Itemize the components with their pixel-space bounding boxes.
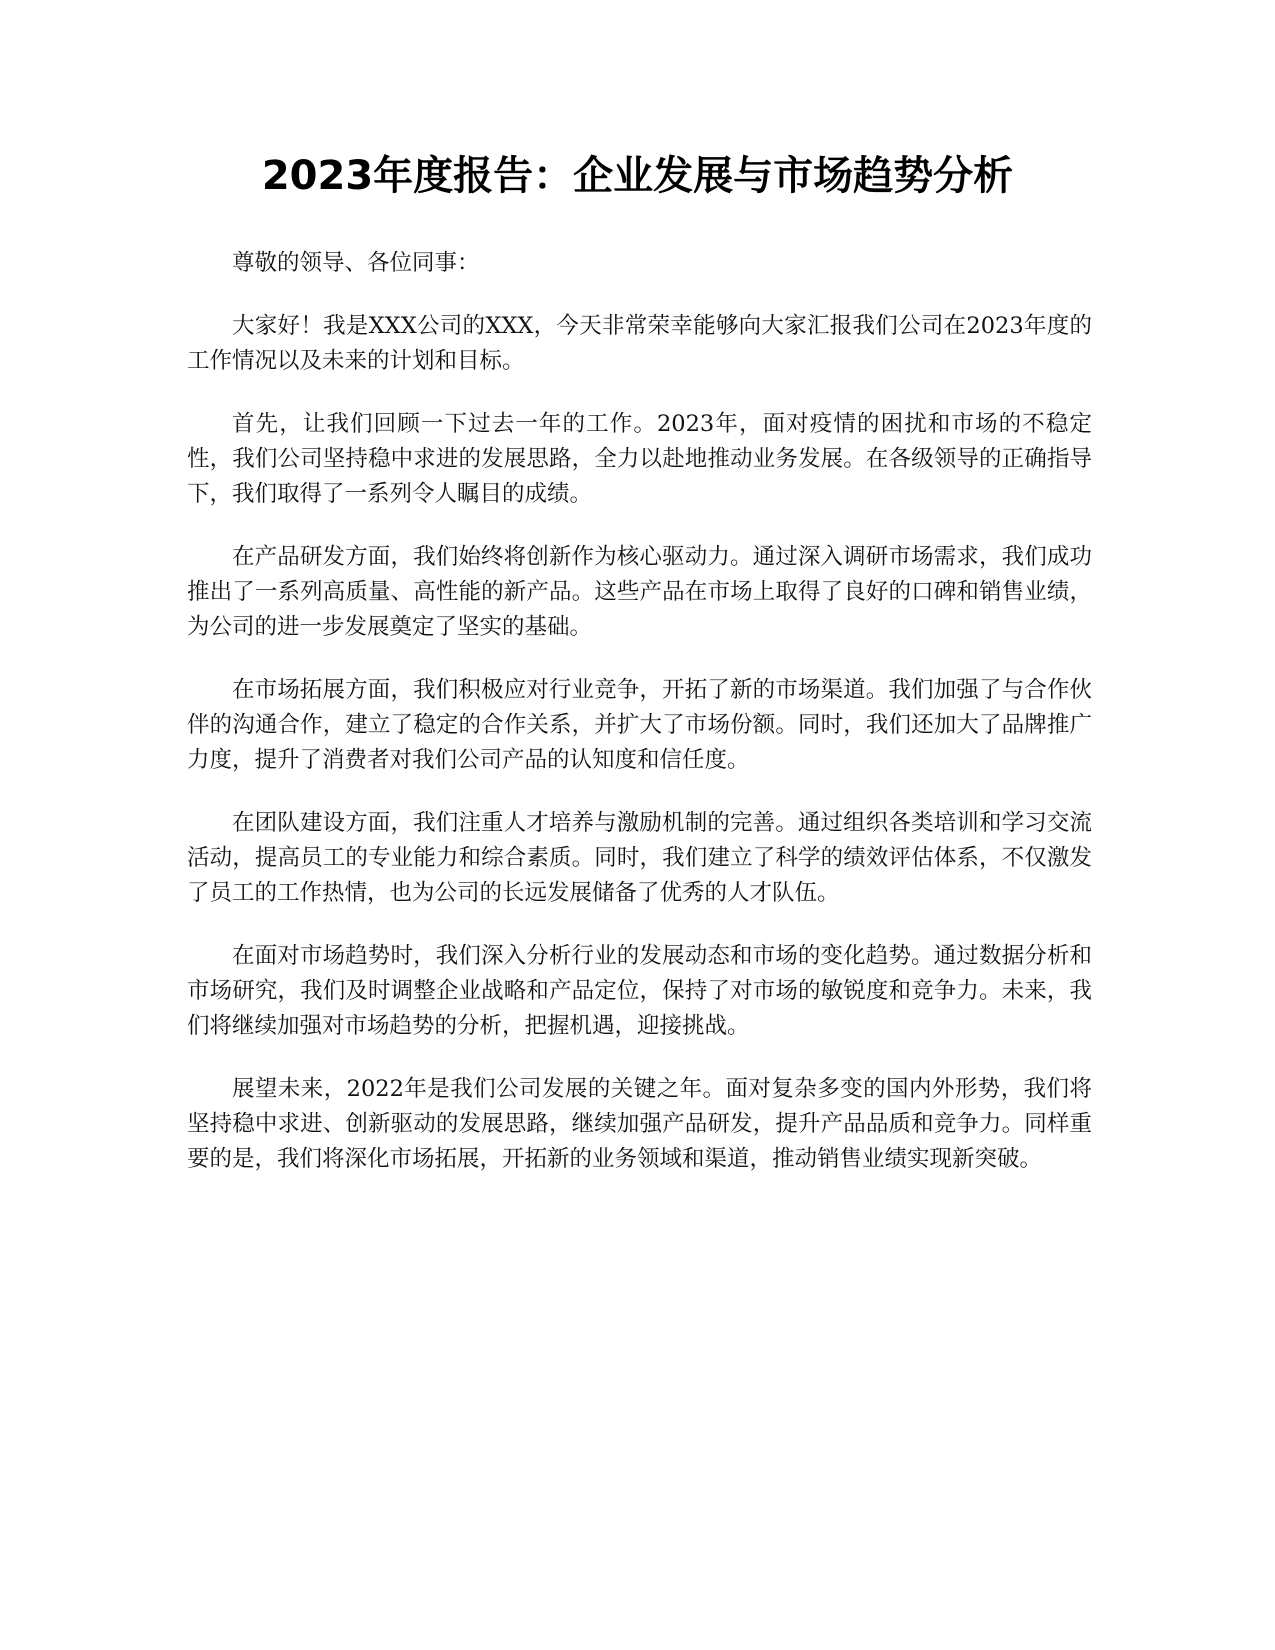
body-paragraph: 在产品研发方面，我们始终将创新作为核心驱动力。通过深入调研市场需求，我们成功推出了一系列高质量、高性能的新产品。这些产品在市场上取得了良好的口碑和销售业绩，为公司的进一步发展奠定了坚实的基础。 <box>187 544 1092 640</box>
document-body <box>187 246 1092 1205</box>
body-paragraph: 在团队建设方面，我们注重人才培养与激励机制的完善。通过组织各类培训和学习交流活动，提高员工的专业能力和综合素质。同时，我们建立了科学的绩效评估体系，不仅激发了员工的工作热情，也为公司的长远发展储备了优秀的人才队伍。 <box>187 810 1092 906</box>
body-paragraph: 大家好！我是XXX公司的XXX，今天非常荣幸能够向大家汇报我们公司在2023年度的工作情况以及未来的计划和目标。 <box>187 313 1092 374</box>
body-paragraph: 在市场拓展方面，我们积极应对行业竞争，开拓了新的市场渠道。我们加强了与合作伙伴的沟通合作，建立了稳定的合作关系，并扩大了市场份额。同时，我们还加大了品牌推广力度，提升了消费者对我们公司产品的认知度和信任度。 <box>187 677 1092 773</box>
body-paragraph: 展望未来，2022年是我们公司发展的关键之年。面对复杂多变的国内外形势，我们将坚持稳中求进、创新驱动的发展思路，继续加强产品研发，提升产品品质和竞争力。同样重要的是，我们将深化市场拓展，开拓新的业务领域和渠道，推动销售业绩实现新突破。 <box>187 1076 1092 1172</box>
greeting-paragraph: 尊敬的领导、各位同事： <box>232 250 480 276</box>
body-paragraph: 在面对市场趋势时，我们深入分析行业的发展动态和市场的变化趋势。通过数据分析和市场研究，我们及时调整企业战略和产品定位，保持了对市场的敏锐度和竞争力。未来，我们将继续加强对市场趋势的分析，把握机遇，迎接挑战。 <box>187 943 1092 1039</box>
body-paragraph: 首先，让我们回顾一下过去一年的工作。2023年，面对疫情的困扰和市场的不稳定性，我们公司坚持稳中求进的发展思路，全力以赴地推动业务发展。在各级领导的正确指导下，我们取得了一系列令人瞩目的成绩。 <box>187 411 1092 507</box>
document-title: 2023年度报告：企业发展与市场趋势分析 <box>261 153 1014 199</box>
